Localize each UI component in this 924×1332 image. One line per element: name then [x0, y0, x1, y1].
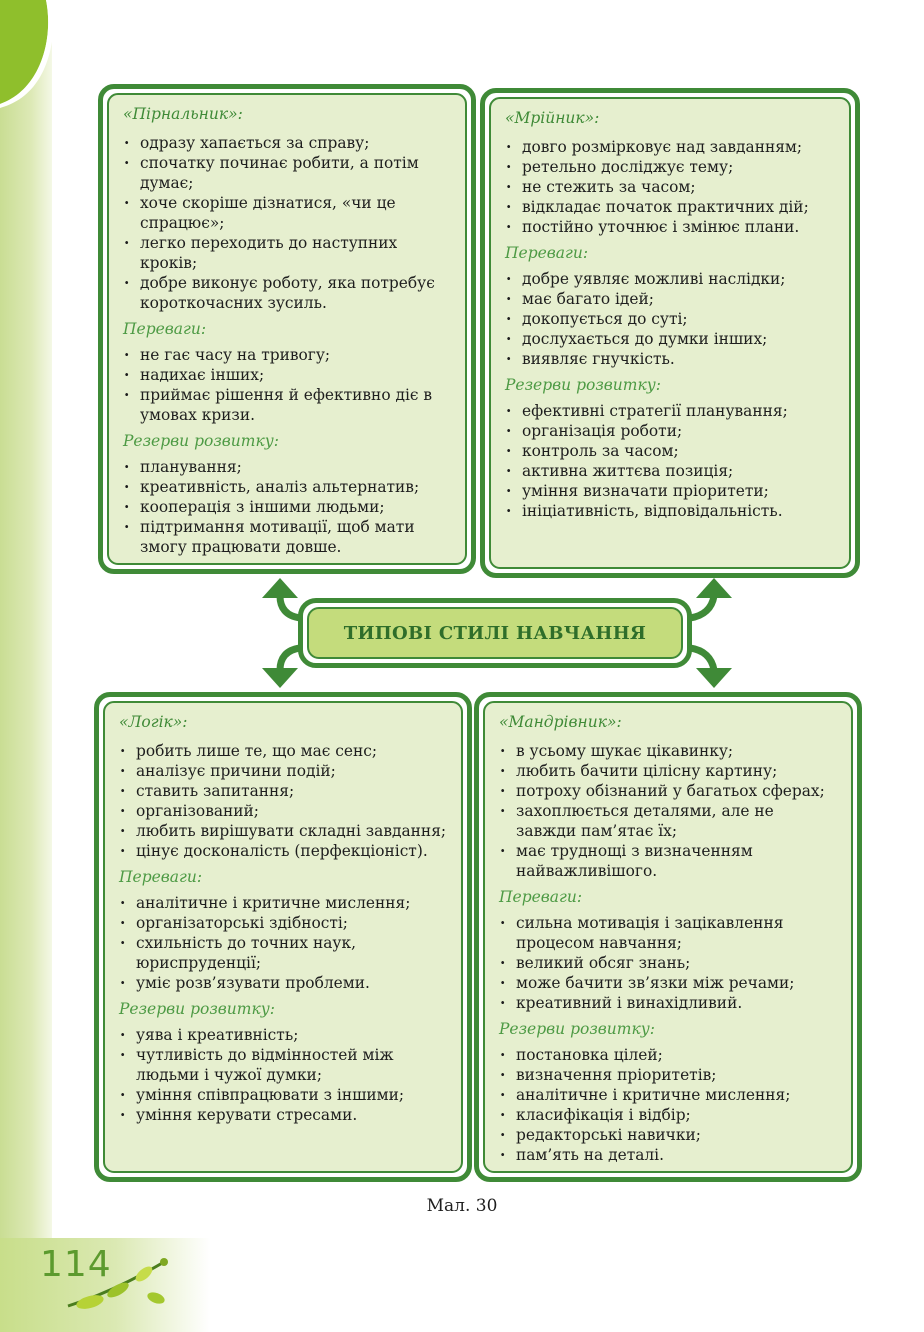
list-item: · ставить запитання;: [119, 781, 447, 801]
list-item: · не гає часу на тривогу;: [123, 345, 451, 365]
advantages-list: [123, 345, 451, 425]
list-item: · постановка цілей;: [499, 1045, 837, 1065]
list-item: · уміє розв’язувати проблеми.: [119, 973, 447, 993]
reserves-label: Резерви розвитку:: [499, 1020, 655, 1038]
list-item: · контроль за часом;: [505, 441, 835, 461]
arrow-icon: [280, 648, 300, 670]
list-item: · схильність до точних наук, юриспруденції;: [119, 933, 447, 973]
list-item: · має труднощі з визначенням найважливішого.: [499, 841, 837, 881]
list-item: · організаторські здібності;: [119, 913, 447, 933]
list-item: · довго розмірковує над завданням;: [505, 137, 835, 157]
list-item: · визначення пріоритетів;: [499, 1065, 837, 1085]
card-lohik: [94, 692, 472, 1182]
arrow-icon: [690, 648, 714, 670]
plant-branch-icon: [60, 1252, 180, 1316]
arrow-icon: [280, 596, 300, 618]
advantages-label: Переваги:: [505, 244, 589, 262]
advantages-list: [119, 893, 447, 993]
list-item: · відкладає початок практичних дій;: [505, 197, 835, 217]
reserves-label: Резерви розвитку:: [119, 1000, 275, 1018]
card-title: «Логік»:: [119, 713, 188, 731]
reserves-list: [505, 401, 835, 521]
reserves-label: Резерви розвитку:: [123, 432, 279, 450]
list-item: · не стежить за часом;: [505, 177, 835, 197]
center-title-box: [298, 598, 692, 668]
reserves-list: [499, 1045, 837, 1165]
list-item: · організація роботи;: [505, 421, 835, 441]
list-item: · потроху обізнаний у багатьох сферах;: [499, 781, 837, 801]
reserves-label: Резерви розвитку:: [505, 376, 661, 394]
list-item: · класифікація і відбір;: [499, 1105, 837, 1125]
list-item: · аналітичне і критичне мислення;: [499, 1085, 837, 1105]
reserves-list: [123, 457, 451, 557]
list-item: · має багато ідей;: [505, 289, 835, 309]
traits-list: [119, 741, 447, 861]
advantages-list: [499, 913, 837, 1013]
list-item: · ініціативність, відповідальність.: [505, 501, 835, 521]
list-item: · захоплюється деталями, але не завжди пам’ятає їх;: [499, 801, 837, 841]
list-item: · редакторські навички;: [499, 1125, 837, 1145]
traits-list: [123, 133, 451, 313]
advantages-label: Переваги:: [119, 868, 203, 886]
list-item: · любить бачити цілісну картину;: [499, 761, 837, 781]
list-item: · креативність, аналіз альтернатив;: [123, 477, 451, 497]
list-item: · спочатку починає робити, а потім думає;: [123, 153, 451, 193]
list-item: · одразу хапається за справу;: [123, 133, 451, 153]
list-item: · приймає рішення й ефективно діє в умовах кризи.: [123, 385, 451, 425]
list-item: · пам’ять на деталі.: [499, 1145, 837, 1165]
advantages-label: Переваги:: [499, 888, 583, 906]
card-title: «Пірнальник»:: [123, 105, 243, 123]
list-item: · аналітичне і критичне мислення;: [119, 893, 447, 913]
advantages-label: Переваги:: [123, 320, 207, 338]
page-number: 114: [40, 1244, 112, 1285]
list-item: · постійно уточнює і змінює плани.: [505, 217, 835, 237]
card-mriinyk: [480, 88, 860, 578]
list-item: · великий обсяг знань;: [499, 953, 837, 973]
card-mandrivnyk: [474, 692, 862, 1182]
list-item: · хоче скоріше дізнатися, «чи це спрацює»;: [123, 193, 451, 233]
list-item: · добре уявляє можливі наслідки;: [505, 269, 835, 289]
arrow-icon: [690, 596, 714, 618]
center-title: ТИПОВІ СТИЛІ НАВЧАННЯ: [343, 622, 647, 644]
list-item: · добре виконує роботу, яка потребує короткочасних зусиль.: [123, 273, 451, 313]
list-item: · підтримання мотивації, щоб мати змогу працювати довше.: [123, 517, 451, 557]
list-item: · ефективні стратегії планування;: [505, 401, 835, 421]
figure-caption: Мал. 30: [426, 1196, 498, 1216]
list-item: · дослухається до думки інших;: [505, 329, 835, 349]
list-item: · робить лише те, що має сенс;: [119, 741, 447, 761]
list-item: · легко переходить до наступних кроків;: [123, 233, 451, 273]
list-item: · організований;: [119, 801, 447, 821]
reserves-list: [119, 1025, 447, 1125]
list-item: · в усьому шукає цікавинку;: [499, 741, 837, 761]
card-title: «Мандрівник»:: [499, 713, 622, 731]
list-item: · надихає інших;: [123, 365, 451, 385]
list-item: · аналізує причини подій;: [119, 761, 447, 781]
list-item: · чутливість до відмінностей між людьми і чужої думки;: [119, 1045, 447, 1085]
card-pirnalnyk: [98, 84, 476, 574]
list-item: · уміння керувати стресами.: [119, 1105, 447, 1125]
list-item: · ретельно досліджує тему;: [505, 157, 835, 177]
advantages-list: [505, 269, 835, 369]
list-item: · любить вирішувати складні завдання;: [119, 821, 447, 841]
list-item: · може бачити зв’язки між речами;: [499, 973, 837, 993]
traits-list: [499, 741, 837, 881]
list-item: · докопується до суті;: [505, 309, 835, 329]
list-item: · планування;: [123, 457, 451, 477]
list-item: · активна життєва позиція;: [505, 461, 835, 481]
list-item: · уміння визначати пріоритети;: [505, 481, 835, 501]
list-item: · уміння співпрацювати з іншими;: [119, 1085, 447, 1105]
list-item: · виявляє гнучкість.: [505, 349, 835, 369]
list-item: · кооперація з іншими людьми;: [123, 497, 451, 517]
list-item: · цінує досконалість (перфекціоніст).: [119, 841, 447, 861]
traits-list: [505, 137, 835, 237]
list-item: · креативний і винахідливий.: [499, 993, 837, 1013]
list-item: · уява і креативність;: [119, 1025, 447, 1045]
card-title: «Мрійник»:: [505, 109, 600, 127]
list-item: · сильна мотивація і зацікавлення процесом навчання;: [499, 913, 837, 953]
